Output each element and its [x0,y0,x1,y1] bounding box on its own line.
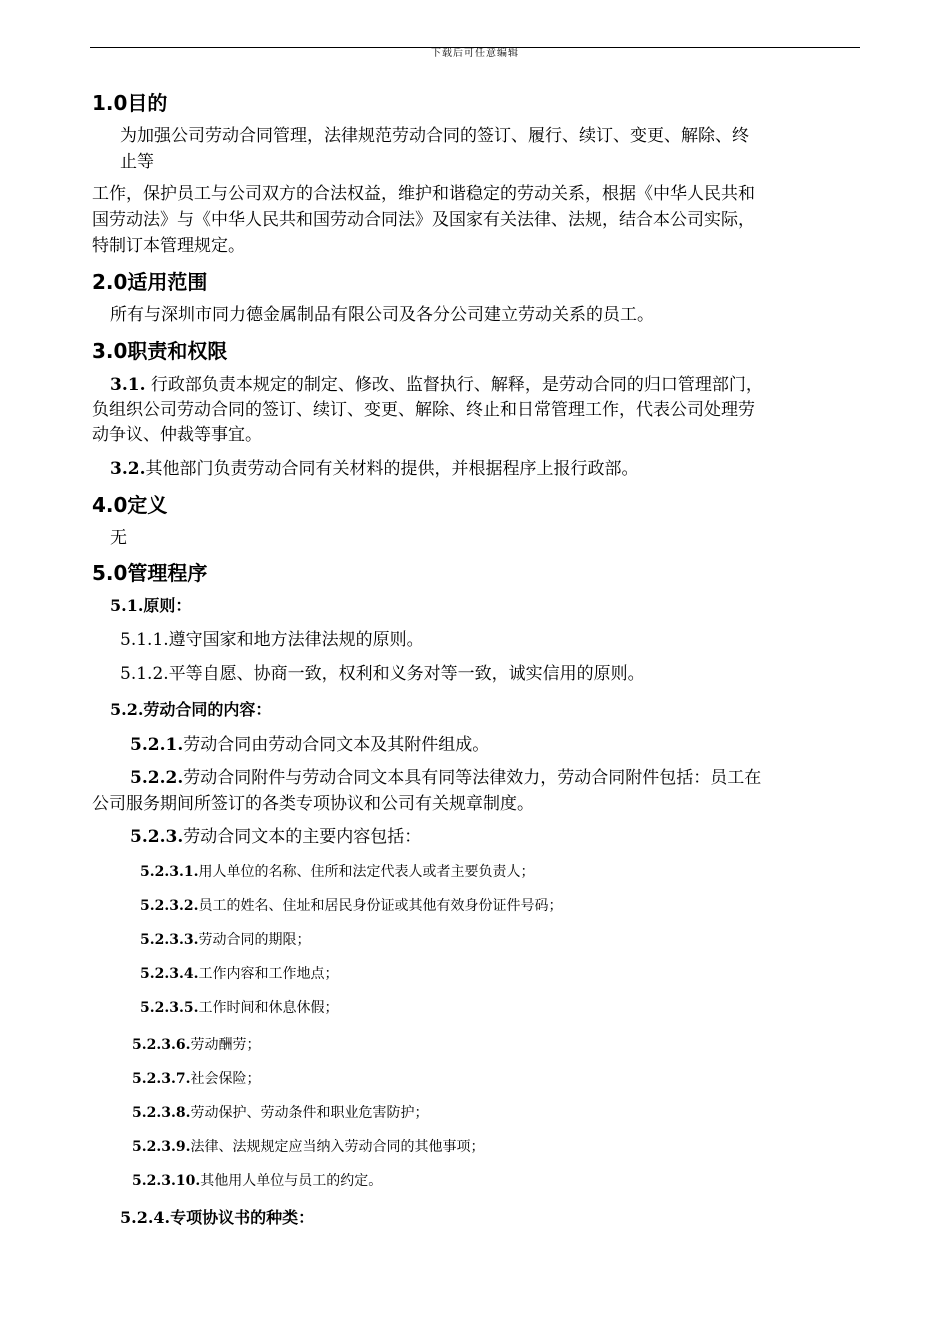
section-2-title: 2.0适用范围 [92,270,208,294]
item-5-2-2-line-2: 公司服务期间所签订的各类专项协议和公司有关规章制度。 [92,794,534,814]
list-item [140,967,338,981]
section-4-text: 无 [110,528,127,548]
item-5-2-3-text: 劳动合同文本的主要内容包括： [183,827,422,847]
item-5-2-2-number: 5.2.2. [130,768,184,788]
list-item-text: 社会保险； [190,1071,261,1087]
section-1-text-line-5: 特制订本管理规定。 [92,236,245,256]
list-item-text: 员工的姓名、住址和居民身份证或其他有效身份证件号码； [198,898,563,914]
list-item-text: 劳动保护、劳动条件和职业危害防护； [190,1105,429,1121]
item-5-1-title: 5.1.原则： [110,596,192,615]
item-3-1-line-2: 负组织公司劳动合同的签订、续订、变更、解除、终止和日常管理工作，代表公司处理劳 [92,400,755,420]
item-5-2-2-line-1 [130,770,761,787]
section-1-text-line-3: 工作，保护员工与公司双方的合法权益，维护和谐稳定的劳动关系，根据《中华人民共和 [92,184,755,204]
list-item-text: 法律、法规规定应当纳入劳动合同的其他事项； [190,1139,485,1155]
list-item [132,1106,428,1120]
list-item-number: 5.2.3.7. [132,1071,191,1087]
item-5-2-1-text: 劳动合同由劳动合同文本及其附件组成。 [183,735,490,755]
section-1-title: 1.0目的 [92,91,168,115]
item-5-2-1-number: 5.2.1. [130,735,184,755]
item-3-2 [110,461,639,478]
item-3-1-line-1 [110,377,763,394]
list-item-number: 5.2.3.5. [140,1000,199,1016]
section-1-text-line-2: 止等 [120,152,154,172]
list-item-text: 其他用人单位与员工的约定。 [200,1173,383,1189]
list-item [132,1174,382,1188]
section-2-text: 所有与深圳市同力德金属制品有限公司及各分公司建立劳动关系的员工。 [110,305,654,325]
list-item-number: 5.2.3.6. [132,1037,191,1053]
item-5-1-2: 5.1.2.平等自愿、协商一致，权利和义务对等一致，诚实信用的原则。 [120,664,645,684]
item-3-1-text: 行政部负责本规定的制定、修改、监督执行、解释，是劳动合同的归口管理部门， [145,375,763,395]
item-3-2-text: 其他部门负责劳动合同有关材料的提供，并根据程序上报行政部。 [145,459,639,479]
item-5-2-2-text: 劳动合同附件与劳动合同文本具有同等法律效力，劳动合同附件包括：员工在 [183,768,762,788]
section-1-text-line-4: 国劳动法》与《中华人民共和国劳动合同法》及国家有关法律、法规，结合本公司实际， [92,210,755,230]
list-item-text: 工作内容和工作地点； [198,966,339,982]
list-item-text: 劳动酬劳； [190,1037,261,1053]
list-item-number: 5.2.3.3. [140,932,199,948]
section-1-text-line-1: 为加强公司劳动合同管理，法律规范劳动合同的签订、履行、续订、变更、解除、终 [120,126,749,146]
list-item [140,899,562,913]
list-item-number: 5.2.3.1. [140,864,199,880]
item-5-1-1: 5.1.1.遵守国家和地方法律法规的原则。 [120,630,424,650]
item-5-2-3-number: 5.2.3. [130,827,184,847]
item-5-2-4-title: 5.2.4.专项协议书的种类： [120,1208,315,1227]
item-5-2-title: 5.2.劳动合同的内容： [110,700,272,719]
list-item [140,1001,338,1015]
item-3-1-number: 3.1. [110,375,146,395]
list-item-number: 5.2.3.8. [132,1105,191,1121]
header-divider [90,47,860,48]
list-item-number: 5.2.3.4. [140,966,199,982]
section-5-title: 5.0管理程序 [92,561,208,585]
list-item-text: 工作时间和休息休假； [198,1000,339,1016]
item-3-2-number: 3.2. [110,459,146,479]
list-item [132,1072,260,1086]
section-4-title: 4.0定义 [92,493,168,517]
list-item-number: 5.2.3.10. [132,1173,201,1189]
section-3-title: 3.0职责和权限 [92,339,228,363]
list-item-text: 劳动合同的期限； [198,932,311,948]
list-item-text: 用人单位的名称、住所和法定代表人或者主要负责人； [198,864,535,880]
list-item [140,865,534,879]
item-5-2-3 [130,829,421,846]
page-header-text: 下载后可任意编辑 [431,48,519,59]
list-item-number: 5.2.3.2. [140,898,199,914]
list-item [140,933,310,947]
list-item [132,1140,484,1154]
item-5-2-1 [130,737,489,754]
item-3-1-line-3: 动争议、仲裁等事宜。 [92,425,262,445]
list-item [132,1038,260,1052]
list-item-number: 5.2.3.9. [132,1139,191,1155]
